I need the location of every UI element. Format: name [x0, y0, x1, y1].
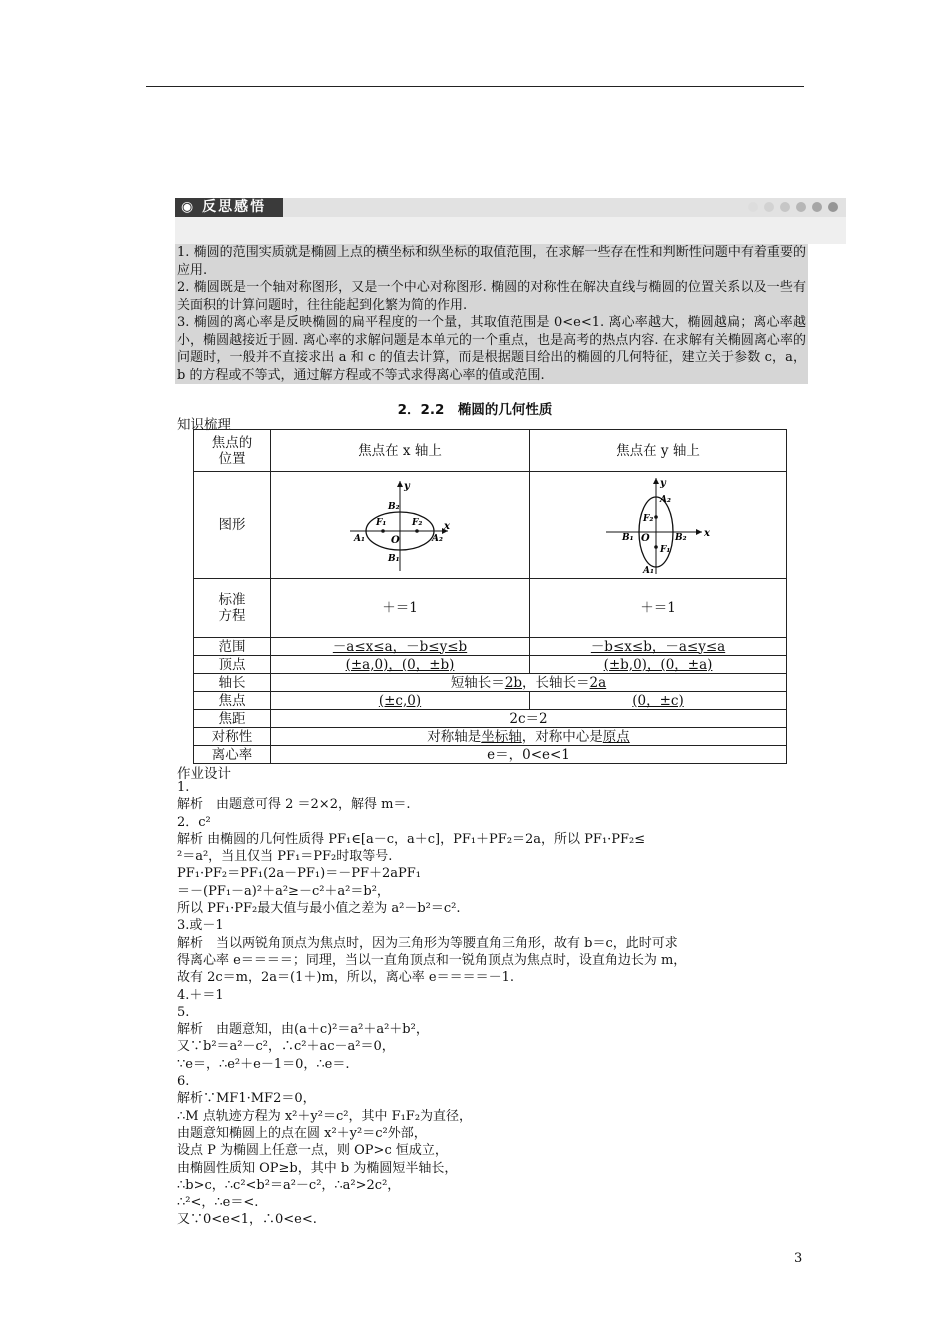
table-row: [194, 692, 787, 710]
ellipse-x-diagram-cell: [271, 472, 530, 579]
table-row: [194, 656, 787, 674]
axis-label: y: [404, 481, 410, 492]
row-label: 图形: [194, 472, 271, 579]
homework-line: 由题意知椭圆上的点在圆 x²＋y²＝c²外部，: [177, 1125, 427, 1141]
table-cell: [271, 656, 530, 674]
banner-strip: [283, 198, 846, 217]
table-row: [194, 728, 787, 746]
homework-line: 解析∵MF1·MF2＝0，: [177, 1091, 316, 1107]
table-row: [194, 579, 787, 638]
homework-line: 解析 由题意可得 2 ＝2×2，解得 m＝.: [177, 797, 411, 813]
homework-line: 由椭圆性质知 OP≥b，其中 b 为椭圆短半轴长，: [177, 1160, 458, 1176]
row-label: 轴长: [194, 674, 271, 692]
table-row: [194, 710, 787, 728]
focus-y: (0，±c): [632, 692, 684, 709]
homework-line: 1.: [177, 780, 190, 795]
homework-line: ∴²<，∴e＝<.: [177, 1195, 259, 1211]
homework-line: 所以 PF₁·PF₂最大值与最小值之差为 a²－b²＝c².: [177, 901, 461, 917]
decorative-dots: [748, 202, 838, 212]
point-label: F₂: [412, 518, 423, 528]
origin-label: O: [391, 535, 400, 546]
homework-line: 4.＋＝1: [177, 987, 224, 1003]
reflection-banner: [175, 198, 846, 244]
table-row: [194, 472, 787, 579]
point-label: A₂: [432, 534, 443, 544]
homework-line: 又∵b²＝a²－c²，∴c²＋ac－a²＝0，: [177, 1039, 395, 1055]
row-label: 范围: [194, 638, 271, 656]
focus-x: (±c,0): [378, 692, 422, 709]
row-label: 焦点: [194, 692, 271, 710]
eccentricity-cell: e＝，0<e<1: [271, 746, 787, 764]
row-label: 焦距: [194, 710, 271, 728]
range-y: －b≤x≤b，－a≤y≤a: [590, 638, 726, 655]
homework-line: ²＝a²，当且仅当 PF₁＝PF₂时取等号.: [177, 849, 393, 865]
table-cell: [530, 692, 787, 710]
page-number: 3: [794, 1251, 803, 1266]
reflection-paragraph: 2. 椭圆既是一个轴对称图形，又是一个中心对称图形. 椭圆的对称性在解决直线与椭圆的位置关系以及一些有关面积的计算问题时，往往能起到化繁为简的作用.: [177, 280, 806, 313]
header-cell: 焦点在 y 轴上: [530, 430, 787, 472]
header-cell: 焦点的 位置: [194, 430, 271, 472]
homework-text: [177, 779, 817, 1229]
point-label: A₂: [660, 495, 671, 505]
homework-line: 解析 由题意知，由(a＋c)²＝a²＋a²＋b²，: [177, 1022, 429, 1038]
point-label: F₁: [376, 518, 387, 528]
homework-line: ＝－(PF₁－a)²＋a²≥－c²＋a²＝b²，: [177, 883, 390, 899]
section-title: 2．2.2 椭圆的几何性质: [397, 402, 553, 418]
point-label: B₁: [622, 533, 634, 543]
row-label: 离心率: [194, 746, 271, 764]
homework-line: 解析 由椭圆的几何性质得 PF₁∈[a－c，a＋c]，PF₁＋PF₂＝2a，所以 PF₁·PF₂≤: [177, 831, 646, 847]
header-rule: [146, 86, 804, 87]
homework-line: 解析 当以两锐角顶点为焦点时，因为三角形为等腰直角三角形，故有 b＝c，此时可求: [177, 935, 678, 951]
homework-line: ∴M 点轨迹方程为 x²＋y²＝c²，其中 F₁F₂为直径，: [177, 1108, 473, 1124]
table-cell: [530, 656, 787, 674]
axis-label: x: [444, 521, 450, 532]
reflection-text: [175, 244, 808, 384]
row-label: 对称性: [194, 728, 271, 746]
point-label: F₁: [660, 545, 671, 555]
point-label: A₁: [354, 534, 365, 544]
axis-length-cell: 短轴长＝2b，长轴长＝2a: [271, 674, 787, 692]
homework-line: 2．c²: [177, 814, 211, 830]
axis-label: y: [660, 478, 666, 489]
homework-line: 5.: [177, 1004, 190, 1020]
table-row: [194, 638, 787, 656]
knowledge-label: 知识梳理: [177, 417, 231, 433]
row-label: 标准 方程: [194, 579, 271, 638]
point-label: B₂: [388, 502, 400, 512]
ellipse-x-diagram: [340, 475, 460, 575]
homework-line: 3.或－1: [177, 918, 224, 934]
origin-label: O: [641, 533, 650, 544]
focal-distance-cell: 2c＝2: [271, 710, 787, 728]
banner-band: [175, 217, 846, 244]
point-label: B₂: [675, 533, 687, 543]
axis-label: x: [704, 528, 710, 539]
range-x: －a≤x≤a，－b≤y≤b: [332, 638, 468, 655]
vertex-x: (±a,0)，(0，±b): [345, 656, 455, 673]
homework-line: ∴b>c，∴c²<b²＝a²－c²，∴a²>2c²，: [177, 1177, 401, 1193]
header-cell: 焦点在 x 轴上: [271, 430, 530, 472]
banner-title: ◉ 反思感悟: [175, 198, 283, 217]
reflection-paragraph: 3. 椭圆的离心率是反映椭圆的扁平程度的一个量，其取值范围是 0<e<1. 离心率越大，椭圆越扁；离心率越小，椭圆越接近于圆. 离心率的求解问题是本单元的一个重点，也是高考的热点内容. 在求解有关椭圆离心率的问题时，一般并不直接求出 a 和 c 的值去计算，而是根据题目给出的椭圆的几何特征，建立关于参数 c，a，b 的方程或不等式，通过解方程或不等式求得离心率的值或范围.: [177, 315, 806, 383]
point-label: A₁: [643, 566, 654, 576]
vertex-y: (±b,0)，(0，±a): [603, 656, 713, 673]
table-cell: [271, 692, 530, 710]
ellipse-y-diagram: [598, 474, 718, 576]
table-cell: [530, 638, 787, 656]
properties-table: [193, 429, 787, 764]
table-row: [194, 430, 787, 472]
point-label: B₁: [388, 554, 400, 564]
row-label: 顶点: [194, 656, 271, 674]
homework-label: 作业设计: [177, 766, 231, 782]
reflection-paragraph: 1. 椭圆的范围实质就是椭圆上点的横坐标和纵坐标的取值范围，在求解一些存在性和判断性问题中有着重要的应用.: [177, 245, 806, 278]
homework-line: PF₁·PF₂＝PF₁(2a－PF₁)＝－PF＋2aPF₁: [177, 866, 421, 882]
table-cell: [271, 638, 530, 656]
homework-line: 6.: [177, 1074, 190, 1090]
equation-y: ＋＝1: [530, 579, 787, 638]
homework-line: 得离心率 e＝＝＝＝；同理，当以一直角顶点和一锐角顶点为焦点时，设直角边长为 m，: [177, 952, 687, 968]
point-label: F₂: [643, 514, 654, 524]
equation-x: ＋＝1: [271, 579, 530, 638]
symmetry-cell: 对称轴是坐标轴，对称中心是原点: [271, 728, 787, 746]
table-row: [194, 746, 787, 764]
homework-line: 故有 2c＝m，2a＝(1＋)m，所以，离心率 e＝＝＝＝－1.: [177, 970, 515, 986]
homework-line: 又∵0<e<1，∴0<e<.: [177, 1212, 317, 1228]
ellipse-y-diagram-cell: [530, 472, 787, 579]
homework-line: 设点 P 为椭圆上任意一点，则 OP>c 恒成立，: [177, 1143, 448, 1159]
homework-line: ∵e＝，∴e²＋e－1＝0，∴e＝.: [177, 1056, 350, 1072]
table-row: [194, 674, 787, 692]
